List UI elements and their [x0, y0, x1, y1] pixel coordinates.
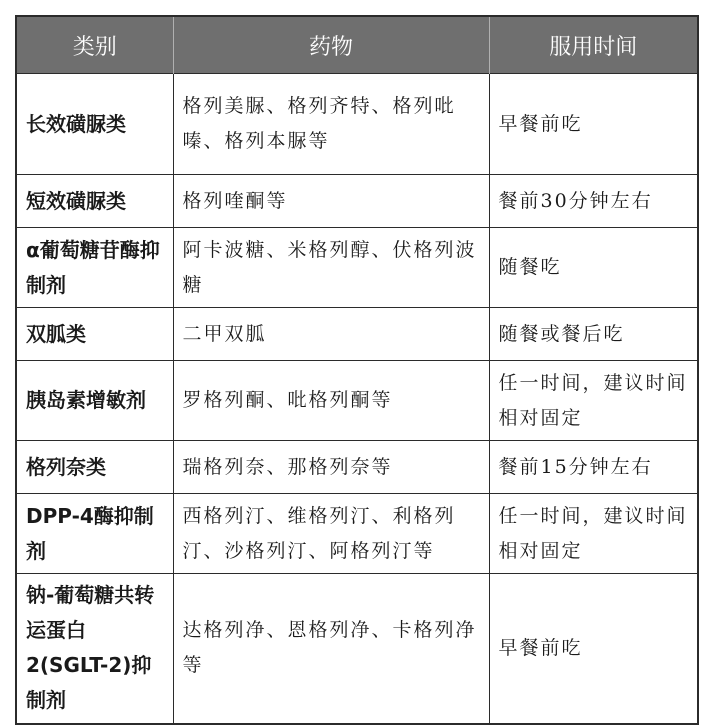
category-cell: 格列奈类: [16, 441, 173, 494]
category-cell: 短效磺脲类: [16, 175, 173, 228]
timing-cell: 任一时间，建议时间相对固定: [489, 361, 698, 441]
category-cell: α葡萄糖苷酶抑制剂: [16, 228, 173, 308]
table-row: [16, 441, 698, 494]
category-cell: 胰岛素增敏剂: [16, 361, 173, 441]
drugs-cell: 格列美脲、格列齐特、格列吡嗪、格列本脲等: [173, 74, 489, 175]
drugs-cell: 阿卡波糖、米格列醇、伏格列波糖: [173, 228, 489, 308]
table-row: [16, 228, 698, 308]
table-row: [16, 574, 698, 724]
header-drugs: 药物: [173, 16, 489, 74]
drugs-cell: 罗格列酮、吡格列酮等: [173, 361, 489, 441]
table-row: [16, 74, 698, 175]
header-category: 类别: [16, 16, 173, 74]
timing-cell: 随餐吃: [489, 228, 698, 308]
table-row: [16, 494, 698, 574]
timing-cell: 早餐前吃: [489, 74, 698, 175]
drugs-cell: 瑞格列奈、那格列奈等: [173, 441, 489, 494]
timing-cell: 随餐或餐后吃: [489, 308, 698, 361]
category-cell: 双胍类: [16, 308, 173, 361]
medication-timing-table: [15, 15, 699, 725]
drugs-cell: 达格列净、恩格列净、卡格列净等: [173, 574, 489, 724]
table-row: [16, 175, 698, 228]
drugs-cell: 二甲双胍: [173, 308, 489, 361]
category-cell: 长效磺脲类: [16, 74, 173, 175]
drugs-cell: 格列喹酮等: [173, 175, 489, 228]
timing-cell: 任一时间，建议时间相对固定: [489, 494, 698, 574]
drugs-cell: 西格列汀、维格列汀、利格列汀、沙格列汀、阿格列汀等: [173, 494, 489, 574]
category-cell: 钠-葡萄糖共转运蛋白2(SGLT-2)抑制剂: [16, 574, 173, 724]
header-row: [16, 16, 698, 74]
category-cell: DPP-4酶抑制剂: [16, 494, 173, 574]
timing-cell: 餐前30分钟左右: [489, 175, 698, 228]
timing-cell: 餐前15分钟左右: [489, 441, 698, 494]
header-timing: 服用时间: [489, 16, 698, 74]
table-row: [16, 361, 698, 441]
timing-cell: 早餐前吃: [489, 574, 698, 724]
table-row: [16, 308, 698, 361]
